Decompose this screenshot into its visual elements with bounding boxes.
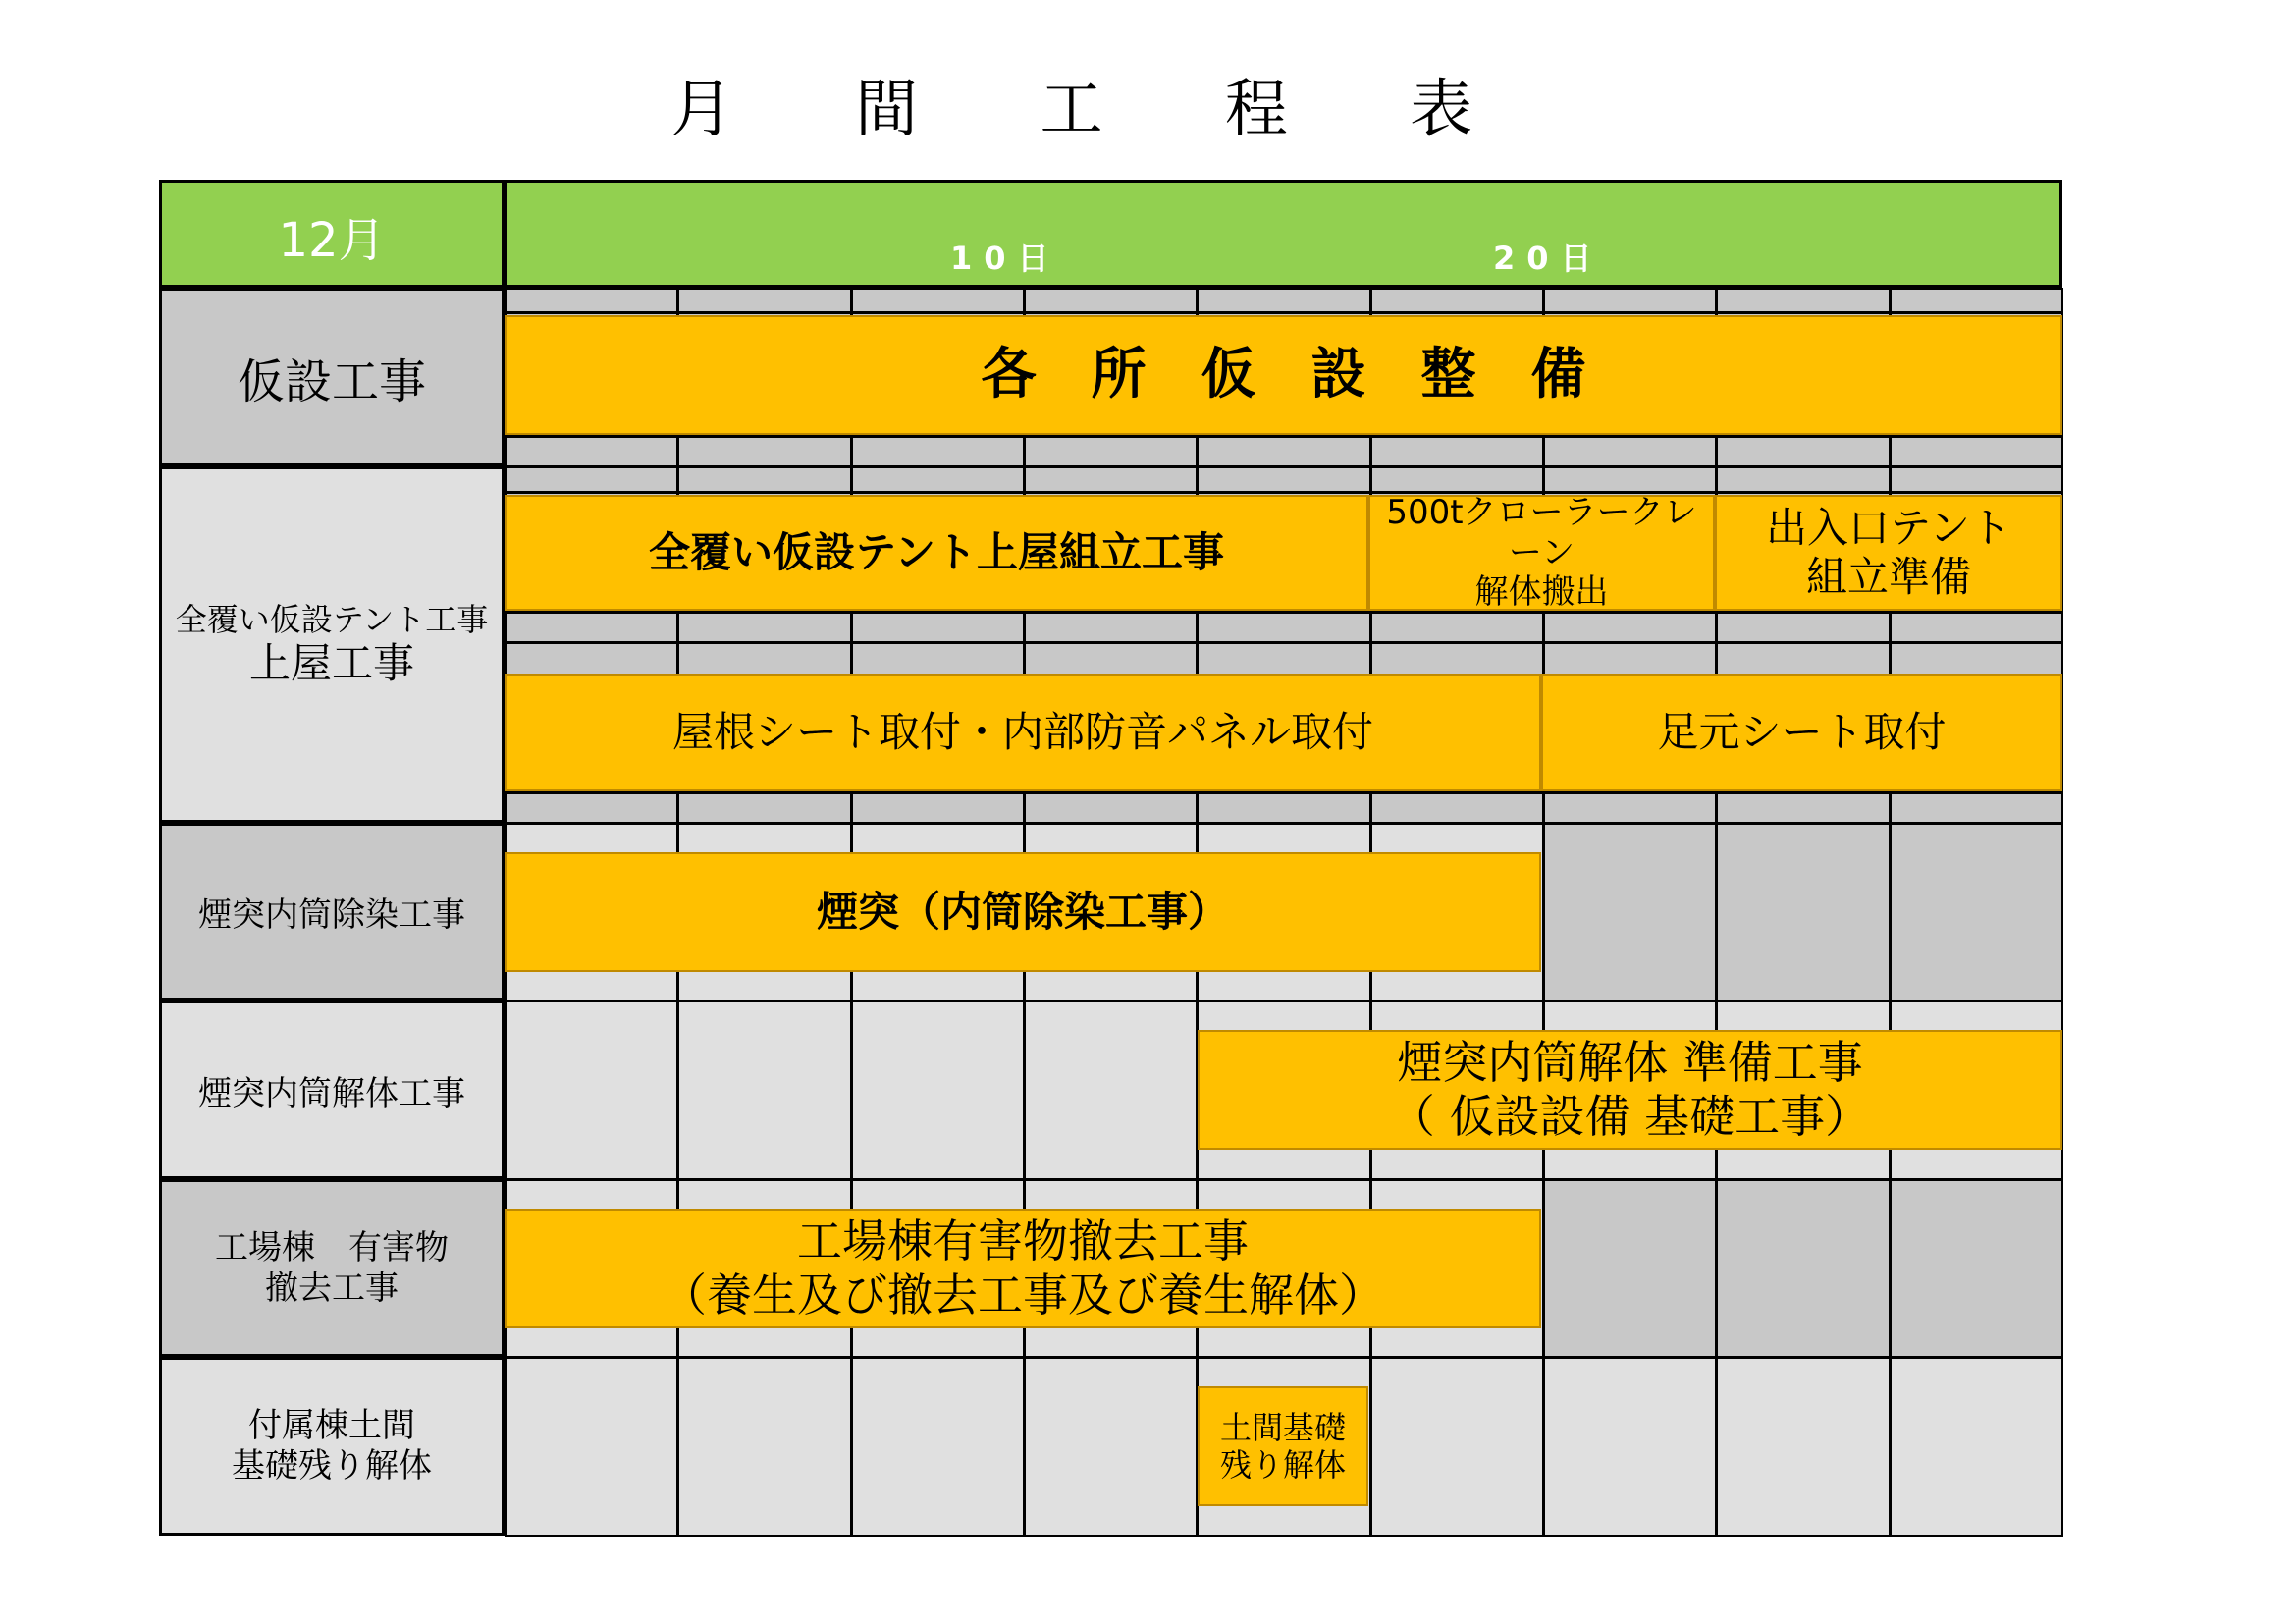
text-line: 土間基礎 [1219,1408,1346,1446]
text-block [982,342,1586,407]
grid-cell [1024,1001,1198,1180]
text-line: 出入口テント [1766,503,2011,552]
task-bar [505,1209,1541,1328]
grid-cell [1370,466,1544,493]
day-mark: 20日 [1493,240,1604,277]
text-line: （養生及び撤去工事及び養生解体） [662,1269,1384,1322]
grid-cell [1024,1357,1198,1537]
grid-cell [1197,436,1370,467]
text-line: 足元シート取付 [1657,707,1947,756]
grid-cell [677,612,851,643]
grid-cell [1543,466,1717,493]
text-block [1766,504,2011,603]
grid-cell [1024,436,1198,467]
task-bar [505,495,1368,611]
grid-cell [1716,436,1890,467]
grid-cell [1024,288,1198,313]
month-header [159,180,505,288]
text-block [672,708,1373,757]
grid-cell [1197,612,1370,643]
days-header [505,180,2062,288]
grid-cell [1716,1179,1890,1358]
grid-cell [1890,466,2063,493]
grid-cell [505,466,678,493]
month-label: 12月 [278,213,386,268]
grid-cell [1716,288,1890,313]
grid-cell [1370,436,1544,467]
text-block [1220,1409,1346,1485]
grid-cell [1543,1179,1717,1358]
grid-cell [851,792,1025,824]
grid-cell [505,1357,678,1537]
grid-cell [1716,1357,1890,1537]
text-block [1370,493,1713,613]
task-bar [505,674,1541,791]
grid-cell [851,1357,1025,1537]
text-line: 解体搬出 [1474,572,1609,613]
grid-cell [505,1001,678,1180]
text-line: 工場棟有害物撤去工事 [797,1214,1249,1268]
grid-cell [1716,466,1890,493]
grid-cell [1716,612,1890,643]
text-line: 組立準備 [1805,553,1971,601]
grid-cell [1543,612,1717,643]
grid-cell [1543,1357,1717,1537]
task-bar [1198,1030,2062,1150]
grid-cell [851,612,1025,643]
grid-cell [1890,288,2063,313]
category-label [159,823,505,1001]
category-line: 全覆い仮設テント工事 [175,601,489,639]
grid-cell [1543,288,1717,313]
grid-cell [505,288,678,313]
text-line: 残り解体 [1219,1446,1346,1484]
grid-cell [1716,823,1890,1001]
text-line: 屋根シート取付・内部防音パネル取付 [671,707,1373,756]
grid-cell [851,1001,1025,1180]
grid-cell [1543,792,1717,824]
text-line: 煙突（内筒除染工事） [816,887,1229,936]
category-label [159,1001,505,1179]
text-line: （ 仮設設備 基礎工事） [1389,1090,1871,1143]
grid-cell [505,792,678,824]
text-block [1390,1036,1870,1144]
task-bar [1368,492,1715,613]
grid-cell [851,466,1025,493]
task-bar [1541,674,2062,791]
grid-cell [1197,466,1370,493]
category-label [159,1179,505,1357]
text-block [649,528,1224,577]
text-line: 全覆い仮設テント上屋組立工事 [649,527,1224,576]
page-title: 月 間 工 程 表 [669,74,1524,146]
category-text: 煙突内筒除染工事 [198,895,465,935]
grid-cell [1024,792,1198,824]
category-text [176,601,488,688]
grid-cell [677,792,851,824]
grid-cell [1890,823,2063,1001]
grid-cell [677,1001,851,1180]
grid-cell [1543,436,1717,467]
grid-cell [1716,792,1890,824]
grid-cell [677,1357,851,1537]
category-label [159,288,505,466]
task-bar [505,315,2062,435]
task-bar [1198,1386,1368,1506]
category-text: 仮設工事 [237,353,426,409]
category-line: 上屋工事 [248,638,414,687]
category-line: 基礎残り解体 [232,1446,432,1486]
grid-cell [677,288,851,313]
grid-cell [851,288,1025,313]
text-line: 煙突内筒解体 準備工事 [1397,1035,1863,1089]
grid-cell [1890,1179,2063,1358]
grid-cell [1197,792,1370,824]
grid-cell [1543,823,1717,1001]
grid-cell [1370,288,1544,313]
category-text: 煙突内筒解体工事 [198,1073,465,1113]
grid-cell [1370,612,1544,643]
category-line: 撤去工事 [265,1268,399,1308]
text-line: 500tクローラークレーン [1386,492,1697,572]
task-bar [1715,495,2062,611]
day-mark: 10日 [950,240,1061,277]
task-bar [505,852,1541,972]
grid-cell [851,436,1025,467]
grid-cell [1024,466,1198,493]
grid-cell [1024,612,1198,643]
grid-cell [1370,792,1544,824]
grid-cell [1197,288,1370,313]
grid-cell [677,466,851,493]
category-label [159,466,505,823]
category-label [159,1357,505,1536]
category-line: 付属棟土間 [248,1406,415,1446]
text-block [1657,708,1946,757]
text-block [662,1215,1384,1323]
grid-cell [677,436,851,467]
text-line: 各 所 仮 設 整 備 [981,343,1586,407]
text-block [817,888,1229,937]
grid-cell [505,612,678,643]
grid-cell [505,436,678,467]
grid-cell [1370,1357,1544,1537]
grid-cell [1890,792,2063,824]
category-text [215,1228,449,1309]
category-text [232,1406,432,1487]
grid-cell [1890,1357,2063,1537]
grid-cell [1890,436,2063,467]
category-line: 工場棟 有害物 [215,1227,449,1268]
grid-cell [1890,612,2063,643]
